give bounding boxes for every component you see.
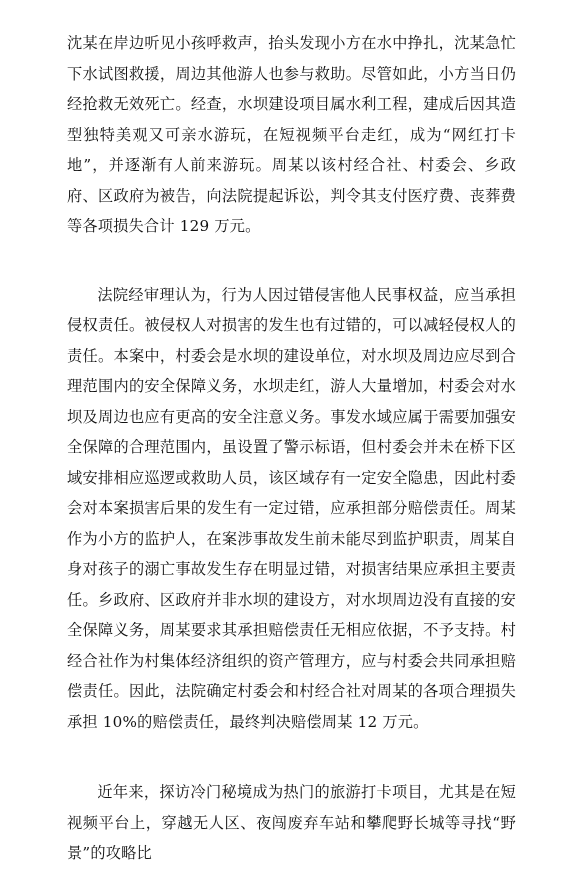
paragraph-travel-trend: 近年来，探访冷门秘境成为热门的旅游打卡项目，尤其是在短视频平台上，穿越无人区、夜闯废弃车站和攀爬野长城等寻找“野景”的攻略比 xyxy=(67,783,516,862)
paragraph-incident: 沈某在岸边听见小孩呼救声，抬头发现小方在水中挣扎，沈某急忙下水试图救援，周边其他游人也参与救助。尽管如此，小方当日仍经抢救无效死亡。经查，水坝建设项目属水利工程，建成后因其造型独特美观又可亲水游玩，在短视频平台走红，成为“网红打卡地”，并逐渐有人前来游玩。周某以该村经合社、村委会、乡政府、区政府为被告，向法院提起诉讼，判令其支付医疗费、丧葬费等各项损失合计 129 万元。 xyxy=(67,34,516,235)
paragraph-court-ruling: 法院经审理认为，行为人因过错侵害他人民事权益，应当承担侵权责任。被侵权人对损害的发生也有过错的，可以减轻侵权人的责任。本案中，村委会是水坝的建设单位，对水坝及周边应尽到合理范围内的安全保障义务，水坝走红，游人大量增加，村委会对水坝及周边也应有更高的安全注意义务。事发水域应属于需要加强安全保障的合理范围内，虽设置了警示标语，但村委会并未在桥下区域安排相应巡逻或救助人员，该区域存有一定安全隐患，因此村委会对本案损害后果的发生有一定过错，应承担部分赔偿责任。周某作为小方的监护人，在案涉事故发生前未能尽到监护职责，周某自身对孩子的溺亡事故发生存在明显过错，对损害结果应承担主要责任。乡政府、区政府并非水坝的建设方，对水坝周边没有直接的安全保障义务，周某要求其承担赔偿责任无相应依据，不予支持。村经合社作为村集体经济组织的资产管理方，应与村委会共同承担赔偿责任。因此，法院确定村委会和村经合社对周某的各项合理损失承担 10%的赔偿责任，最终判决赔偿周某 12 万元。 xyxy=(67,285,516,731)
